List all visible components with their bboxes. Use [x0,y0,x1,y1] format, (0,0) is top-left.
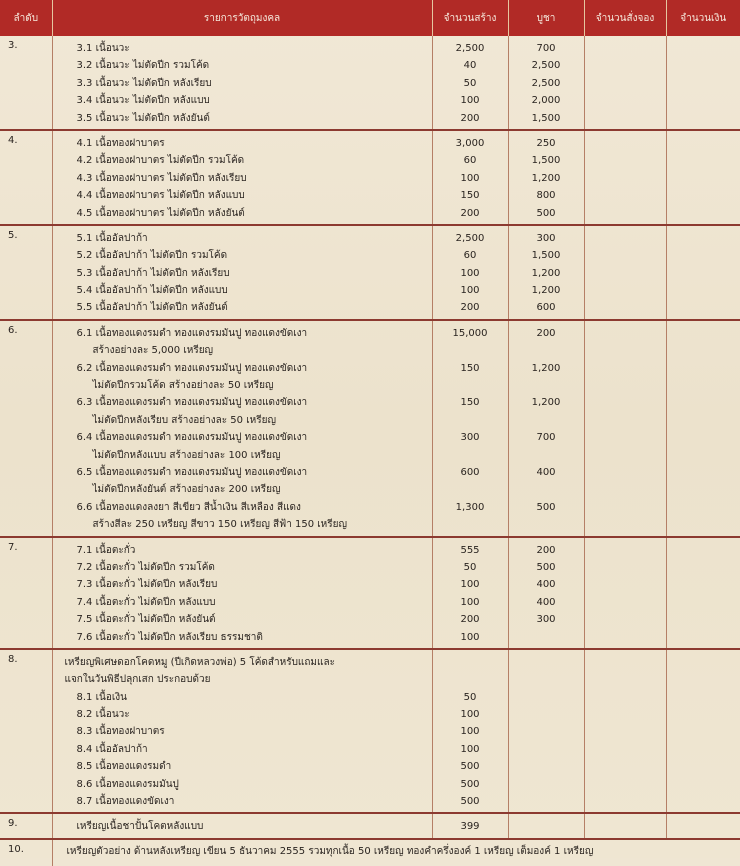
order-quantity-cell[interactable] [584,36,666,130]
amount-cell[interactable] [666,130,740,225]
amount-cell[interactable] [666,225,740,320]
item-name: 3.1 เนื้อนวะ [76,43,130,54]
row-number: 9. [0,813,52,838]
price-value: 600 [536,302,556,314]
quantity-value: 500 [460,778,480,790]
header-item-list: รายการวัตถุมงคล [52,0,432,36]
item-name: 6.3 เนื้อทองแดงรมดำ ทองแดงรมมันปู ทองแดงขัดเงา [76,397,308,409]
item-name: 5.4 เนื้ออัลปาก้า ไม่ตัดปีก หลังแบบ [76,285,228,297]
item-list-cell [52,225,432,320]
price-value: 500 [536,207,556,219]
quantity-value: 100 [460,631,480,643]
quantity-value: 15,000 [452,327,488,339]
item-name: 3.3 เนื้อนวะ ไม่ตัดปีก หลังเรียบ [76,77,212,89]
order-quantity-cell[interactable] [584,225,666,320]
item-name: 7.3 เนื้อตะกั่ว ไม่ตัดปีก หลังเรียบ [76,579,218,591]
item-list-cell [52,537,432,649]
item-list-cell [52,36,432,130]
item-name: 5.5 เนื้ออัลปาก้า ไม่ตัดปีก หลังยันต์ [76,302,228,314]
sample-coin-note: เหรียญตัวอย่าง ด้านหลังเหรียญ เขียน 5 ธันวาคม 2555 รวมทุกเนื้อ 50 เหรียญ ทองคำครึ่งองค์ 1 เหรียญ เต็มองค์ 1 เหรียญ [66,845,594,857]
item-list-cell [52,320,432,537]
price-value [509,629,584,646]
price-value: 250 [536,137,556,149]
price-value: 400 [536,579,556,591]
quantity-value: 399 [460,821,480,833]
item-name: ไม่ตัดปีกหลังเรียบ สร้างอย่างละ 50 เหรียญ [92,414,276,426]
price-cell [508,225,584,320]
item-name: 5.2 เนื้ออัลปาก้า ไม่ตัดปีก รวมโค้ด [76,250,228,262]
item-name: 4.3 เนื้อทองฝาบาตร ไม่ตัดปีก หลังเรียบ [76,172,247,184]
item-name: 8.5 เนื้อทองแดงรมดำ [76,761,172,773]
item-name: 6.1 เนื้อทองแดงรมดำ ทองแดงรมมันปู ทองแดงขัดเงา [76,327,308,339]
table-row [0,813,740,838]
quantity-value: 50 [463,77,477,89]
item-name: 3.2 เนื้อนวะ ไม่ตัดปีก รวมโค้ด [76,60,210,72]
item-name: 7.6 เนื้อตะกั่ว ไม่ตัดปีก หลังเรียบ ธรรมชาติ [76,631,263,643]
item-name: 5.3 เนื้ออัลปาก้า ไม่ตัดปีก หลังเรียบ [76,267,230,279]
quantity-value: 300 [460,432,480,444]
price-value: 700 [536,43,556,54]
table-row [0,36,740,130]
price-value: 400 [536,596,556,608]
quantity-value: 100 [460,172,480,184]
item-name: สร้างอย่างละ 5,000 เหรียญ [92,345,214,357]
item-name: ไม่ตัดปีกหลังแบบ สร้างอย่างละ 100 เหรียญ [92,449,281,461]
price-value: 1,200 [531,285,561,297]
item-name: 4.1 เนื้อทองฝาบาตร [76,137,165,149]
item-name: ไม่ตัดปีกรวมโค้ด สร้างอย่างละ 50 เหรียญ [92,380,274,392]
item-name: 8.4 เนื้ออัลปาก้า [76,743,148,755]
price-value: 400 [536,466,556,478]
quantity-value: 555 [460,544,480,556]
price-cell [508,813,584,838]
quantity-cell [432,225,508,320]
item-name: 6.4 เนื้อทองแดงรมดำ ทองแดงรมมันปู ทองแดงขัดเงา [76,432,308,444]
item-name: 8.2 เนื้อนวะ [76,709,130,721]
quantity-value: 2,500 [455,232,485,244]
item-name: 8.7 เนื้อทองแดงขัดเงา [76,796,175,808]
quantity-value: 60 [463,250,477,262]
quantity-value: 100 [460,579,480,591]
price-value: 1,500 [531,112,561,124]
item-list-cell [52,649,432,814]
price-value [509,723,584,740]
table-row [0,839,740,866]
price-value [509,793,584,810]
price-value: 2,500 [531,77,561,89]
quantity-value: 100 [460,267,480,279]
row-number: 10. [0,839,52,866]
item-name: 6.2 เนื้อทองแดงรมดำ ทองแดงรมมันปู ทองแดงขัดเงา [76,362,308,374]
item-name: 6.6 เนื้อทองแดงลงยา สีเขียว สีน้ำเงิน สีเหลือง สีแดง [76,501,301,513]
group-intro-text: แจกในวันพิธีปลุกเสก ประกอบด้วย [64,674,211,686]
price-value: 300 [536,614,556,626]
table-row [0,320,740,537]
item-name: 7.2 เนื้อตะกั่ว ไม่ตัดปีก รวมโค้ด [76,561,215,573]
price-value: 800 [536,190,556,202]
quantity-value: 100 [460,743,480,755]
item-name: ไม่ตัดปีกหลังยันต์ สร้างอย่างละ 200 เหรียญ [92,484,281,496]
quantity-value: 100 [460,596,480,608]
quantity-value: 200 [460,207,480,219]
item-name: เหรียญเนื้อชาปั้นโคตหลังแบบ [76,821,204,833]
price-cell [508,537,584,649]
item-name: 8.1 เนื้อเงิน [76,691,127,703]
price-value: 1,200 [531,397,561,409]
quantity-cell [432,320,508,537]
row-number: 7. [0,537,52,649]
header-price: บูชา [508,0,584,36]
amount-cell[interactable] [666,537,740,649]
quantity-value: 150 [460,397,480,409]
quantity-value: 500 [460,796,480,808]
price-value [509,818,584,835]
row-number: 4. [0,130,52,225]
item-name: สร้างสีละ 250 เหรียญ สีขาว 150 เหรียญ สีฟ้า 150 เหรียญ [92,519,348,531]
item-name: 7.5 เนื้อตะกั่ว ไม่ตัดปีก หลังยันต์ [76,614,216,626]
quantity-value: 600 [460,466,480,478]
header-amount: จำนวนเงิน [666,0,740,36]
price-value: 200 [536,327,556,339]
item-name: 6.5 เนื้อทองแดงรมดำ ทองแดงรมมันปู ทองแดงขัดเงา [76,466,308,478]
header-number: ลำดับ [0,0,52,36]
table-row [0,537,740,649]
price-value: 200 [536,544,556,556]
quantity-value: 200 [460,112,480,124]
price-value [509,706,584,723]
price-value: 2,000 [531,95,561,107]
item-name: 3.5 เนื้อนวะ ไม่ตัดปีก หลังยันต์ [76,112,210,124]
price-value [509,689,584,706]
quantity-value: 40 [463,60,477,72]
table-row [0,130,740,225]
price-value: 300 [536,232,556,244]
price-value: 1,200 [531,172,561,184]
price-value: 1,500 [531,155,561,167]
price-cell [508,320,584,537]
quantity-value: 100 [460,726,480,738]
order-quantity-cell[interactable] [584,537,666,649]
item-list-cell [52,813,432,838]
item-name: 5.1 เนื้ออัลปาก้า [76,232,148,244]
price-value: 700 [536,432,556,444]
price-cell [508,36,584,130]
quantity-cell [432,813,508,838]
item-name: 4.5 เนื้อทองฝาบาตร ไม่ตัดปีก หลังยันต์ [76,207,245,219]
order-quantity-cell[interactable] [584,320,666,537]
item-name: 4.4 เนื้อทองฝาบาตร ไม่ตัดปีก หลังแบบ [76,190,245,202]
item-name: 3.4 เนื้อนวะ ไม่ตัดปีก หลังแบบ [76,95,210,107]
price-cell [508,649,584,814]
amount-cell[interactable] [666,320,740,537]
price-value [509,776,584,793]
table-row [0,225,740,320]
quantity-cell [432,537,508,649]
quantity-value: 1,300 [455,501,485,513]
amount-cell[interactable] [666,649,740,814]
item-name: 7.1 เนื้อตะกั่ว [76,544,136,556]
group-intro-text: เหรียญพิเศษดอกโคดหมู (ปีเกิดหลวงพ่อ) 5 โค้ดสำหรับแถมและ [64,656,335,668]
price-value: 1,200 [531,362,561,374]
price-value: 500 [536,501,556,513]
quantity-value: 60 [463,155,477,167]
quantity-cell [432,130,508,225]
row-number: 5. [0,225,52,320]
quantity-cell [432,36,508,130]
price-value: 1,500 [531,250,561,262]
order-quantity-cell[interactable] [584,130,666,225]
price-cell [508,130,584,225]
price-value [509,758,584,775]
amount-cell[interactable] [666,36,740,130]
quantity-value: 150 [460,190,480,202]
price-value [509,741,584,758]
header-order-quantity: จำนวนสั่งจอง [584,0,666,36]
quantity-cell [432,649,508,814]
amount-cell[interactable] [666,813,740,838]
item-name: 4.2 เนื้อทองฝาบาตร ไม่ตัดปีก รวมโค้ด [76,155,245,167]
quantity-value: 100 [460,709,480,721]
order-quantity-cell[interactable] [584,813,666,838]
price-value: 500 [536,561,556,573]
table-row [0,649,740,814]
row-number: 3. [0,36,52,130]
quantity-value: 50 [463,691,477,703]
item-name: 8.6 เนื้อทองแดงรมมันปู [76,778,179,790]
quantity-value: 100 [460,95,480,107]
row-number: 8. [0,649,52,814]
quantity-value: 50 [463,561,477,573]
item-name: 8.3 เนื้อทองฝาบาตร [76,726,165,738]
price-value: 2,500 [531,60,561,72]
table-header-row [0,0,740,36]
price-value: 1,200 [531,267,561,279]
quantity-value: 200 [460,302,480,314]
row-number: 6. [0,320,52,537]
item-list-cell [52,130,432,225]
quantity-value: 200 [460,614,480,626]
quantity-value: 3,000 [455,137,485,149]
quantity-value: 500 [460,761,480,773]
quantity-value: 150 [460,362,480,374]
quantity-value: 100 [460,285,480,297]
order-quantity-cell[interactable] [584,649,666,814]
quantity-value: 2,500 [455,43,485,54]
item-name: 7.4 เนื้อตะกั่ว ไม่ตัดปีก หลังแบบ [76,596,216,608]
header-quantity-made: จำนวนสร้าง [432,0,508,36]
